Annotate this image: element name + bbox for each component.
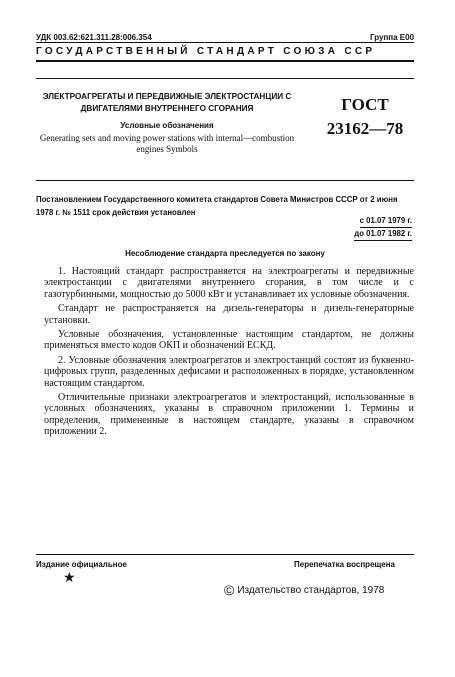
paragraph: Отличительные признаки электроагрегатов и электростанций, использованные в условных обозначениях, указаны в справочном приложении 1. Термины и определения, примененные в настоящем стандарте, указаны в справочном приложении 2. (44, 392, 414, 438)
standard-number: 23162—78 (326, 119, 404, 138)
standard-label: ГОСТ (341, 95, 389, 114)
resolution-rule (36, 180, 414, 181)
udk-code: УДК 003.62:621.311.28:006.354 (36, 33, 152, 42)
title-conventions: Условные обозначения (120, 121, 214, 130)
penalty-notice: Несоблюдение стандарта преследуется по закону (125, 249, 325, 258)
body-text (44, 266, 414, 441)
publisher-line (224, 582, 384, 598)
date-from: с 01.07 1979 г. (360, 215, 412, 228)
header-rule-top (36, 42, 414, 43)
resolution-text: Постановлением Государственного комитета стандартов Совета Министров СССР от 2 июня 1978 г. № 1511 срок действия установлен (36, 195, 398, 217)
paragraph: 2. Условные обозначения электроагрегатов и электростанций состоят из буквенно-цифровых групп, разделенных дефисами и расположенных в порядке, установленном настоящим стандартом. (44, 354, 414, 389)
date-to: до 01.07 1982 г. (354, 228, 412, 241)
paragraph: Условные обозначения, установленные настоящим стандартом, не должны применяться вместо кодов ОКП и обозначений ЕСКД. (44, 329, 414, 352)
title-english: Generating sets and moving power stations with internal—combustion engines Symbols (39, 133, 295, 154)
title-rule (36, 78, 414, 79)
title-russian: ЭЛЕКТРОАГРЕГАТЫ И ПЕРЕДВИЖНЫЕ ЭЛЕКТРОСТАНЦИИ С ДВИГАТЕЛЯМИ ВНУТРЕННЕГО СГОРАНИЯ (42, 92, 292, 113)
paragraph: 1. Настоящий стандарт распространяется на электроагрегаты и передвижные электростанции с двигателями внутреннего сгорания, в том числе и с газотурбинными, мощностью до 5000 кВт и устанавливает их условные обозначения. (44, 266, 414, 300)
validity-dates (300, 215, 412, 241)
copyright-icon: © (224, 582, 235, 598)
publisher-name: Издательство стандартов, 1978 (237, 585, 385, 596)
footer-rule (36, 554, 414, 555)
group-code: Группа Е00 (370, 33, 415, 42)
state-standard-banner: ГОСУДАРСТВЕННЫЙ СТАНДАРТ СОЮЗА ССР (36, 46, 376, 57)
header-rule-bottom (36, 60, 414, 62)
official-edition-label: Издание официальное (36, 560, 127, 569)
reprint-prohibited-label: Перепечатка воспрещена (294, 560, 395, 569)
paragraph: Стандарт не распространяется на дизель-генераторы и дизель-генераторные установки. (44, 303, 414, 326)
star-icon: ★ (63, 571, 76, 586)
